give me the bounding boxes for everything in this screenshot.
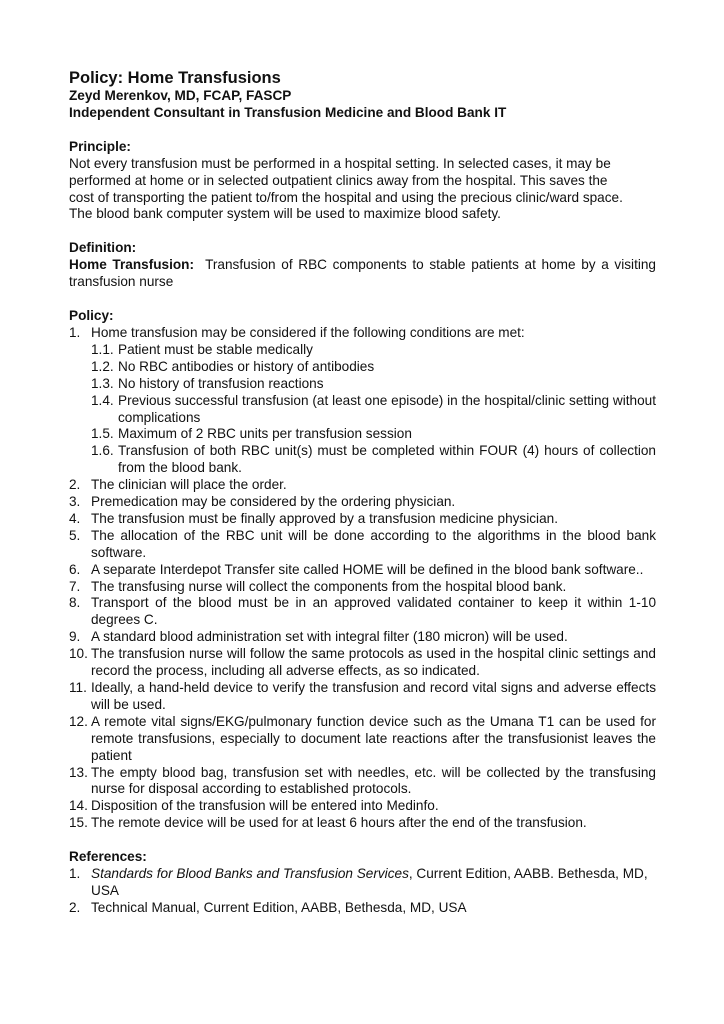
item-text: Ideally, a hand-held device to verify the transfusion and record vital signs and adverse effects will be used. (91, 680, 656, 712)
policy-subitem (69, 359, 656, 376)
policy-item (69, 765, 656, 799)
policy-subitem (69, 393, 656, 427)
policy-item (69, 562, 656, 579)
policy-heading: Policy: (69, 308, 114, 324)
spacer (69, 291, 656, 308)
spacer (69, 122, 656, 139)
policy-item (69, 680, 656, 714)
reference-number: 1. (69, 866, 81, 882)
policy-item (69, 494, 656, 511)
item-number: 2. (69, 477, 81, 493)
item-number: 4. (69, 510, 81, 526)
author-name: Zeyd Merenkov, MD, FCAP, FASCP (69, 88, 292, 103)
document-page (69, 69, 660, 917)
principle-text-line: performed at home or in selected outpatient clinics away from the hospital. This saves the (69, 172, 608, 188)
item-text: The transfusing nurse will collect the components from the hospital blood bank. (91, 578, 567, 594)
item-text: The empty blood bag, transfusion set with needles, etc. will be collected by the transfusing nurse for disposal according to established protocols. (91, 764, 656, 797)
reference-item (69, 900, 656, 917)
item-number: 9. (69, 629, 81, 645)
principle-heading: Principle: (69, 138, 131, 154)
item-text: Disposition of the transfusion will be entered into Medinfo. (91, 798, 439, 814)
item-number: 10. (69, 646, 88, 662)
reference-item (69, 866, 656, 900)
references-heading: References: (69, 849, 147, 865)
policy-item (69, 477, 656, 494)
policy-item (69, 815, 656, 832)
item-text: A separate Interdepot Transfer site called HOME will be defined in the blood bank software.. (91, 561, 644, 577)
principle-text-line: cost of transporting the patient to/from the hospital and using the precious clinic/ward space. (69, 189, 623, 205)
spacer (69, 832, 656, 849)
principle-text-line: The blood bank computer system will be used to maximize blood safety. (69, 206, 501, 222)
definition-term: Home Transfusion: (69, 257, 194, 273)
item-number: 6. (69, 561, 81, 577)
subitem-text: Maximum of 2 RBC units per transfusion session (118, 426, 412, 442)
principle-text-line: Not every transfusion must be performed in a hospital setting. In selected cases, it may be (69, 155, 611, 171)
policy-item (69, 511, 656, 528)
item-text: Home transfusion may be considered if the following conditions are met: (91, 324, 525, 340)
policy-item (69, 714, 656, 765)
spacer (69, 223, 656, 240)
policy-section (69, 308, 656, 832)
item-number: 1. (69, 324, 81, 340)
policy-subitem (69, 376, 656, 393)
reference-title: Standards for Blood Banks and Transfusion Services (91, 866, 409, 882)
policy-item (69, 325, 656, 342)
subitem-number: 1.6. (91, 443, 114, 459)
item-text: The clinician will place the order. (91, 477, 287, 493)
subitem-number: 1.4. (91, 392, 114, 408)
subitem-text: Patient must be stable medically (118, 341, 313, 357)
item-text: Transport of the blood must be in an approved validated container to keep it within 1-10 degrees C. (91, 595, 656, 628)
definition-heading: Definition: (69, 240, 137, 256)
subitem-text: Previous successful transfusion (at least one episode) in the hospital/clinic setting without complications (118, 392, 656, 425)
item-number: 11. (69, 680, 87, 695)
policy-subitem (69, 342, 656, 359)
item-number: 12. (69, 713, 88, 729)
item-text: A remote vital signs/EKG/pulmonary function device such as the Umana T1 can be used for remote transfusions, especially to document late reactions after the transfusionist leaves the patient (91, 713, 656, 763)
subitem-text: No RBC antibodies or history of antibodies (118, 358, 375, 374)
item-number: 13. (69, 764, 88, 780)
reference-number: 2. (69, 899, 81, 915)
item-number: 14. (69, 798, 88, 814)
item-text: The remote device will be used for at least 6 hours after the end of the transfusion. (91, 815, 587, 831)
policy-list (69, 325, 656, 832)
subitem-number: 1.2. (91, 358, 114, 374)
subitem-number: 1.3. (91, 375, 114, 391)
policy-item (69, 595, 656, 629)
definition-text (69, 257, 660, 291)
reference-text: , Current Edition, AABB. Bethesda, MD, USA (91, 866, 648, 898)
item-text: A standard blood administration set with integral filter (180 micron) will be used. (91, 629, 568, 645)
subitem-number: 1.5. (91, 426, 114, 442)
references-section (69, 849, 656, 917)
definition-body: Transfusion of RBC components to stable patients at home by a visiting transfusion nurse (69, 257, 660, 290)
document-title: Policy: Home Transfusions (69, 69, 281, 87)
policy-subitem (69, 426, 656, 443)
item-number: 7. (69, 578, 81, 594)
author-affiliation: Independent Consultant in Transfusion Medicine and Blood Bank IT (69, 104, 507, 120)
item-number: 15. (69, 815, 88, 831)
policy-item (69, 798, 656, 815)
item-number: 8. (69, 595, 81, 611)
definition-section (69, 240, 660, 291)
subitem-number: 1.1. (91, 341, 114, 357)
item-text: Premedication may be considered by the ordering physician. (91, 494, 456, 510)
item-text: The transfusion must be finally approved by a transfusion medicine physician. (91, 510, 558, 526)
subitem-text: Transfusion of both RBC unit(s) must be completed within FOUR (4) hours of collection from the blood bank. (118, 443, 656, 476)
item-number: 5. (69, 527, 81, 543)
item-text: The allocation of the RBC unit will be done according to the algorithms in the blood bank software. (91, 527, 656, 560)
policy-item (69, 579, 656, 596)
policy-item (69, 629, 656, 646)
policy-subitem (69, 443, 656, 477)
reference-text: Technical Manual, Current Edition, AABB, Bethesda, MD, USA (91, 899, 467, 915)
item-number: 3. (69, 494, 81, 510)
subitem-text: No history of transfusion reactions (118, 375, 324, 391)
item-text: The transfusion nurse will follow the same protocols as used in the hospital clinic settings and record the process, including all adverse effects, as so indicated. (91, 646, 656, 679)
policy-item (69, 528, 656, 562)
policy-item (69, 646, 656, 680)
principle-section (69, 139, 656, 224)
